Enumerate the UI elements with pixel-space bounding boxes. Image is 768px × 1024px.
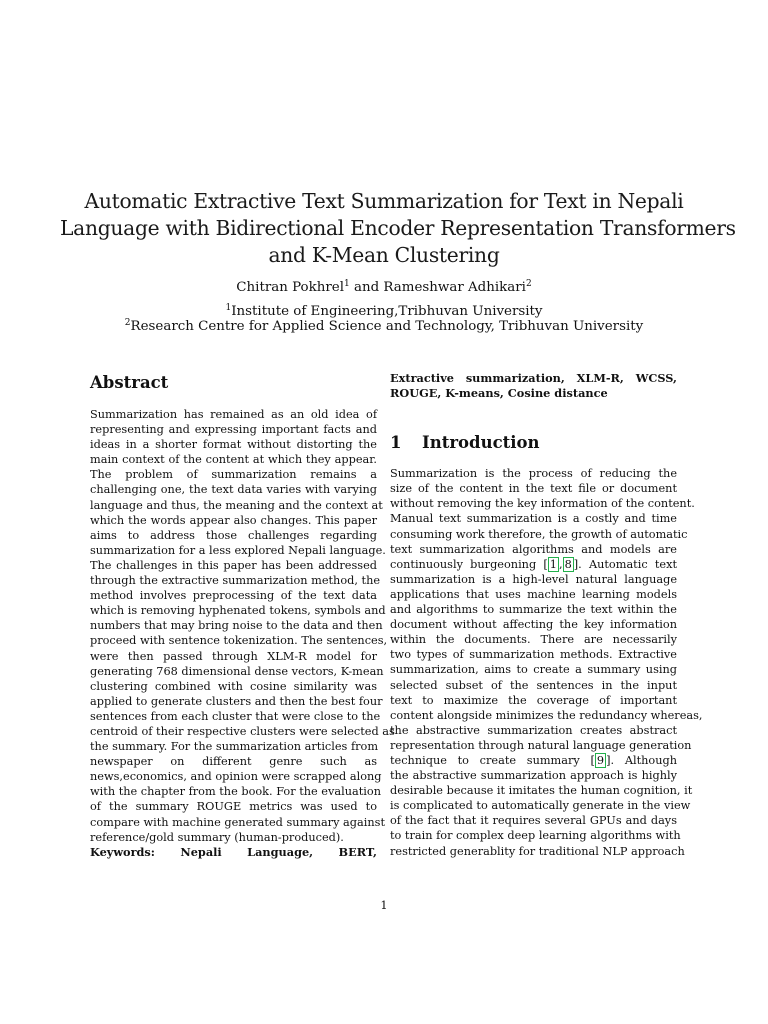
intro-line: the abstractive summarization creates abstract xyxy=(390,723,677,737)
abstract-line: news,economics, and opinion were scrapped along xyxy=(90,770,382,784)
intro-line: within the documents. There are necessarily xyxy=(390,633,677,647)
abstract-line: were then passed through XLM-R model for xyxy=(90,649,377,663)
intro-text: technique to create summary [ xyxy=(390,753,595,767)
abstract-line: of the summary ROUGE metrics was used to xyxy=(90,800,377,814)
abstract-line: The challenges in this paper has been addressed xyxy=(90,558,377,572)
keyword-token: Language, xyxy=(247,844,314,859)
abstract-line: newspaper on different genre such as xyxy=(90,755,377,769)
intro-line: to train for complex deep learning algorithms with xyxy=(390,829,681,843)
intro-text: ]. Automatic text xyxy=(573,557,677,571)
author-connector: and xyxy=(349,280,384,295)
abstract-body xyxy=(90,407,395,845)
intro-line: two types of summarization methods. Extractive xyxy=(390,648,677,662)
author-list xyxy=(60,279,708,296)
intro-line: summarization is a high-level natural language xyxy=(390,572,677,586)
keywords-line xyxy=(90,845,377,860)
citation-link[interactable]: 9 xyxy=(596,753,605,767)
section-number: 1 xyxy=(390,433,402,453)
author-name: Chitran Pokhrel xyxy=(236,280,344,295)
intro-line: and algorithms to summarize the text within the xyxy=(390,603,677,617)
abstract-line: proceed with sentence tokenization. The sentences, xyxy=(90,634,388,648)
paper-title xyxy=(60,188,736,269)
abstract-line: which is removing hyphenated tokens, symbols and xyxy=(90,604,386,618)
abstract-line: summarization for a less explored Nepali language. xyxy=(90,543,386,557)
introduction-body xyxy=(390,466,703,858)
abstract-line: aims to address those challenges regarding xyxy=(90,528,377,542)
abstract-line: sentences from each cluster that were close to the xyxy=(90,709,381,723)
affiliation-text: Institute of Engineering,Tribhuvan University xyxy=(231,304,543,319)
intro-line: summarization, aims to create a summary using xyxy=(390,663,677,677)
intro-line: desirable because it imitates the human cognition, it xyxy=(390,784,693,798)
keywords-continued: Extractive summarization, XLM-R, WCSS, xyxy=(390,371,677,385)
intro-line: of the fact that it requires several GPUs and days xyxy=(390,814,677,828)
abstract-line: compare with machine generated summary against xyxy=(90,815,385,829)
abstract-line: centroid of their respective clusters were selected as xyxy=(90,724,395,738)
keyword-token: BERT, xyxy=(338,844,377,859)
intro-line: is complicated to automatically generate in the view xyxy=(390,799,691,813)
title-line: Language with Bidirectional Encoder Representation Transformers xyxy=(60,216,736,240)
abstract-line: with the chapter from the book. For the evaluation xyxy=(90,785,381,799)
intro-line: content alongside minimizes the redundancy whereas, xyxy=(390,708,703,722)
author-affil-marker: 1 xyxy=(343,279,350,289)
abstract-line: through the extractive summarization method, the xyxy=(90,574,381,588)
title-line: Automatic Extractive Text Summarization for Text in Nepali xyxy=(84,189,684,213)
keyword-token: Nepali xyxy=(180,844,222,859)
abstract-line: clustering combined with cosine similarity was xyxy=(90,679,377,693)
abstract-line: generating 768 dimensional dense vectors, K-mean xyxy=(90,664,384,678)
intro-text: continuously burgeoning [ xyxy=(390,557,548,571)
author-name: Rameshwar Adhikari xyxy=(383,280,526,295)
intro-line: applications that uses machine learning models xyxy=(390,587,677,601)
introduction-column xyxy=(390,371,703,859)
abstract-line: the summary. For the summarization articles from xyxy=(90,740,379,754)
abstract-line: which the words appear also changes. This paper xyxy=(90,513,377,527)
abstract-line: method involves preprocessing of the text data xyxy=(90,589,377,603)
intro-line: Manual text summarization is a costly and time xyxy=(390,512,677,526)
citation-separator: , xyxy=(558,557,563,571)
intro-line: representation through natural language generation xyxy=(390,738,692,752)
abstract-line: ideas in a shorter format without distorting the xyxy=(90,438,377,452)
intro-line: text summarization algorithms and models are xyxy=(390,542,677,556)
abstract-line: challenging one, the text data varies with varying xyxy=(90,483,377,497)
abstract-line: Summarization has remained as an old idea of xyxy=(90,408,377,421)
intro-text: ]. Although xyxy=(606,753,677,767)
intro-line: size of the content in the text file or document xyxy=(390,482,677,496)
citation-link[interactable]: 1 xyxy=(549,557,557,571)
citation-link[interactable]: 8 xyxy=(564,557,572,571)
title-line: and K-Mean Clustering xyxy=(268,243,500,267)
affiliation-marker: 2 xyxy=(124,318,131,328)
abstract-line: The problem of summarization remains a xyxy=(90,468,377,482)
intro-line: text to maximize the coverage of important xyxy=(390,693,677,707)
intro-line-with-citation xyxy=(390,557,677,572)
abstract-line: language and thus, the meaning and the context at xyxy=(90,498,383,512)
abstract-line: numbers that may bring noise to the data and then xyxy=(90,619,383,633)
keywords-label: Keywords: xyxy=(90,844,155,859)
affiliation-text: Research Centre for Applied Science and Technology, Tribhuvan University xyxy=(130,319,644,334)
abstract-heading: Abstract xyxy=(90,373,169,392)
intro-line: Summarization is the process of reducing the xyxy=(390,467,677,481)
abstract-line: representing and expressing important facts and xyxy=(90,423,377,437)
keywords-continued: ROUGE, K-means, Cosine distance xyxy=(390,386,608,401)
intro-line: restricted generablity for traditional NLP approach xyxy=(390,844,685,858)
affiliation-marker: 1 xyxy=(225,303,232,313)
intro-line: selected subset of the sentences in the input xyxy=(390,678,677,692)
section-title: Introduction xyxy=(422,433,540,453)
section-heading-introduction xyxy=(390,433,677,453)
abstract-line: main context of the content at which they appear. xyxy=(90,453,377,467)
affiliation xyxy=(60,318,708,335)
intro-line-with-citation xyxy=(390,753,677,768)
author-affil-marker: 2 xyxy=(525,279,532,289)
intro-line: without removing the key information of the content. xyxy=(390,497,695,511)
page-number: 1 xyxy=(380,899,388,912)
intro-line: consuming work therefore, the growth of automatic xyxy=(390,527,688,541)
intro-line: document without affecting the key information xyxy=(390,618,677,632)
abstract-line: reference/gold summary (human-produced). xyxy=(90,830,344,844)
abstract-section xyxy=(90,371,395,860)
abstract-line: applied to generate clusters and then the best four xyxy=(90,694,383,708)
intro-line: the abstractive summarization approach is highly xyxy=(390,769,677,783)
